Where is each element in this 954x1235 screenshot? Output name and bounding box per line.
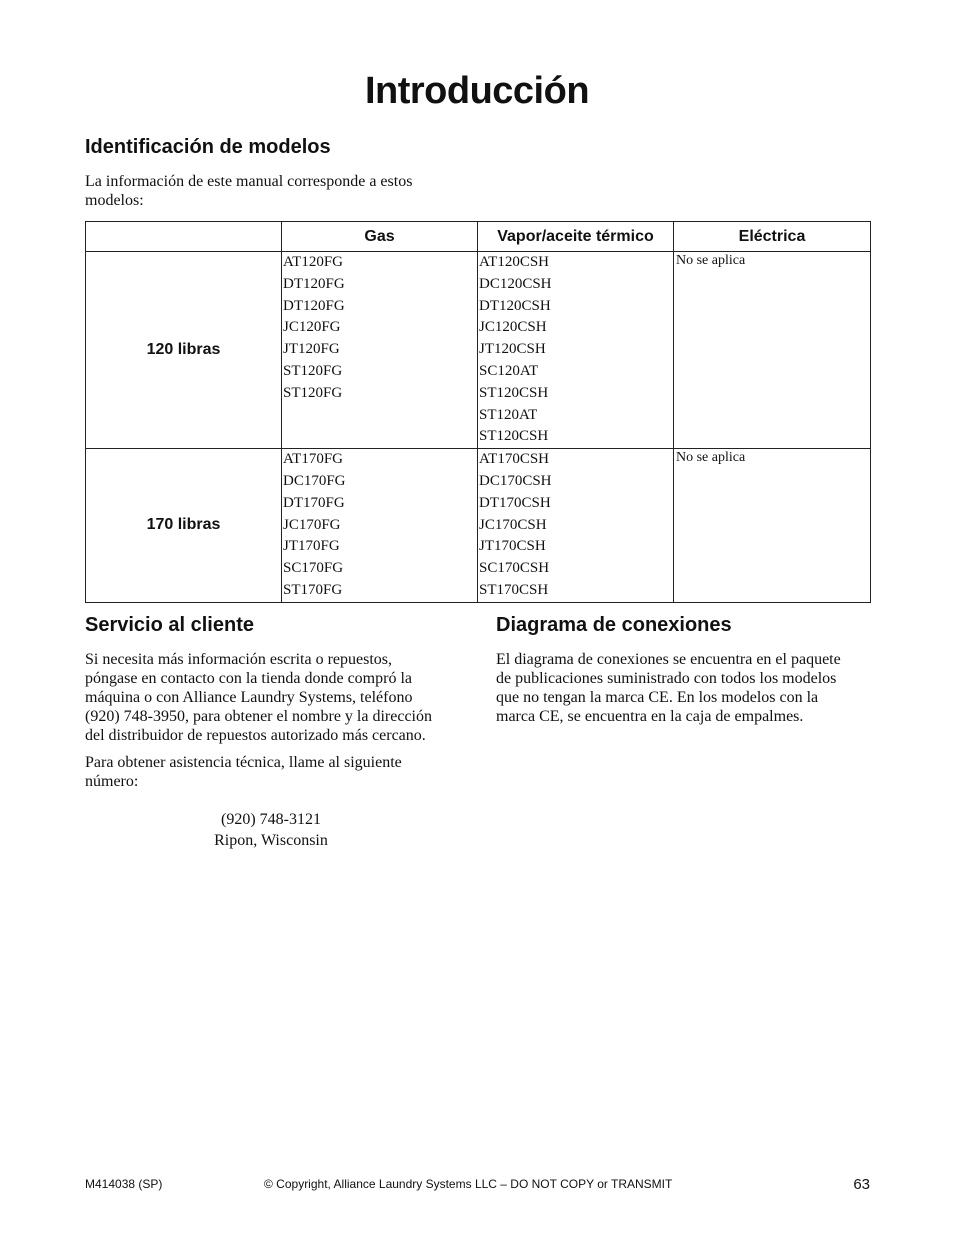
- models-heading: Identificación de modelos: [85, 136, 331, 158]
- page-title: Introducción: [364, 70, 590, 112]
- model-code: JT120FG: [283, 341, 340, 358]
- gas-models-170: [282, 449, 478, 603]
- model-code: DC170FG: [283, 472, 346, 489]
- text-line: Si necesita más información escrita o repuestos,: [85, 651, 393, 668]
- model-code: AT170FG: [283, 451, 344, 468]
- table-header-electric: Eléctrica: [674, 222, 871, 252]
- model-code: JC170CSH: [479, 516, 547, 533]
- model-code: ST120AT: [479, 406, 538, 423]
- model-code: JC120FG: [283, 319, 341, 336]
- support-phone: (920) 748-3121: [221, 811, 321, 828]
- row-label-170: 170 libras: [86, 449, 282, 603]
- wiring-paragraph: [496, 650, 876, 726]
- model-code: ST170CSH: [479, 581, 549, 598]
- row-label-120: 120 libras: [86, 252, 282, 449]
- text-line: número:: [85, 773, 139, 790]
- model-code: DT120FG: [283, 275, 345, 292]
- models-table: [85, 221, 871, 603]
- customer-service-para2: [85, 753, 475, 791]
- model-code: DC170CSH: [479, 472, 552, 489]
- model-code: DT120FG: [283, 297, 345, 314]
- model-code: AT120CSH: [479, 254, 550, 270]
- model-code: AT120FG: [283, 254, 344, 270]
- model-code: DT170CSH: [479, 494, 551, 511]
- model-code: JT170CSH: [479, 538, 546, 555]
- wiring-heading: Diagrama de conexiones: [496, 614, 732, 636]
- model-code: DT120CSH: [479, 297, 551, 314]
- electric-models-170: [674, 449, 871, 603]
- text-line: póngase en contacto con la tienda donde compró la: [85, 670, 412, 687]
- text-line: de publicaciones suministrado con todos los modelos: [496, 670, 837, 687]
- model-code: AT170CSH: [479, 451, 550, 468]
- text-line: máquina o con Alliance Laundry Systems, teléfono: [85, 689, 413, 706]
- table-header-blank: [86, 222, 282, 252]
- model-code: ST120FG: [283, 384, 343, 401]
- table-row: [86, 252, 871, 449]
- model-code: ST120FG: [283, 362, 343, 379]
- model-code: JT120CSH: [479, 341, 546, 358]
- model-code: JT170FG: [283, 538, 340, 555]
- steam-models-120: [478, 252, 674, 449]
- electric-models-120: [674, 252, 871, 449]
- table-header-steam: Vapor/aceite térmico: [478, 222, 674, 252]
- table-row: [86, 449, 871, 603]
- model-code: ST120CSH: [479, 428, 549, 445]
- not-applicable-text: No se aplica: [676, 450, 746, 466]
- not-applicable-text: No se aplica: [676, 253, 746, 268]
- models-intro-line: modelos:: [85, 192, 144, 209]
- table-header-row: [86, 222, 871, 252]
- gas-models-120: [282, 252, 478, 449]
- text-line: El diagrama de conexiones se encuentra en el paquete: [496, 651, 841, 668]
- model-code: SC170CSH: [479, 560, 550, 577]
- models-intro-line: La información de este manual corresponde a estos: [85, 173, 413, 190]
- table-header-gas: Gas: [282, 222, 478, 252]
- model-code: SC120AT: [479, 362, 539, 379]
- model-code: ST120CSH: [479, 384, 549, 401]
- model-code: JC120CSH: [479, 319, 547, 336]
- models-intro: [85, 172, 465, 210]
- model-code: SC170FG: [283, 560, 344, 577]
- model-code: JC170FG: [283, 516, 341, 533]
- steam-models-170: [478, 449, 674, 603]
- model-code: ST170FG: [283, 581, 343, 598]
- model-code: DT170FG: [283, 494, 345, 511]
- text-line: que no tengan la marca CE. En los modelos con la: [496, 689, 819, 706]
- text-line: del distribuidor de repuestos autorizado más cercano.: [85, 727, 426, 744]
- copyright-notice: © Copyright, Alliance Laundry Systems LLC – DO NOT COPY or TRANSMIT: [264, 1177, 673, 1191]
- text-line: marca CE, se encuentra en la caja de empalmes.: [496, 708, 804, 725]
- model-code: DC120CSH: [479, 275, 552, 292]
- contact-block: [85, 809, 457, 851]
- text-line: (920) 748-3950, para obtener el nombre y la dirección: [85, 708, 432, 725]
- page-number: 63: [853, 1176, 870, 1193]
- support-location: Ripon, Wisconsin: [214, 832, 328, 849]
- customer-service-heading: Servicio al cliente: [85, 614, 254, 636]
- doc-code: M414038 (SP): [85, 1177, 163, 1191]
- customer-service-para1: [85, 650, 475, 745]
- text-line: Para obtener asistencia técnica, llame al siguiente: [85, 754, 402, 771]
